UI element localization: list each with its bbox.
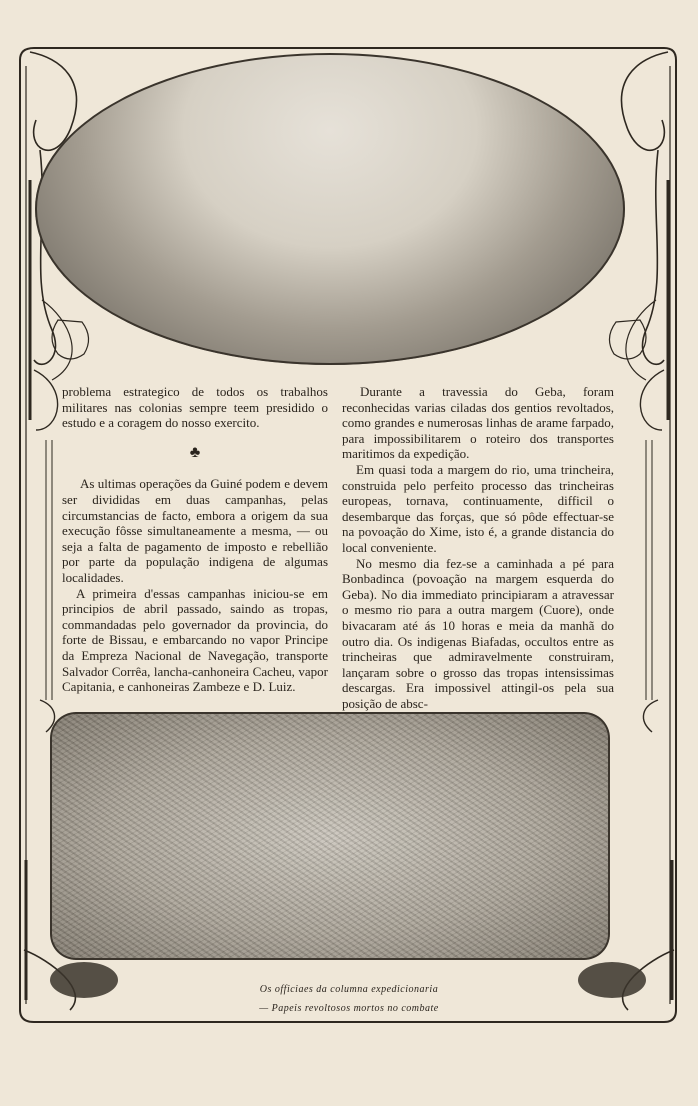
article-column-left <box>62 384 328 695</box>
caption-officers: Os officiaes da columna expedicionaria <box>259 984 439 995</box>
caption-fallen: — Papeis revoltosos mortos no combate <box>259 1003 439 1014</box>
paragraph: A primeira d'essas campanhas iniciou-se em principios de abril passado, saindo as tropas, commandadas pelo governador da provincia, do forte de Bissau, e embarcando no vapor Principe da Empreza Nacional de Navegação, transporte Salvador Corrêa, lancha-canhoneira Cacheu, vapor Capitania, e canhoneiras Zambeze e D. Luiz. <box>62 585 328 695</box>
paragraph: problema estrategico de todos os trabalhos militares nas colonias sempre teem presidido o estudo e a coragem do nosso exercito. <box>62 384 328 431</box>
paragraph: As ultimas operações da Guiné podem e devem ser divididas em duas campanhas, pelas circumstancias de facto, embora a origem da sua execução fôsse simultaneamente a mesma, — ou seja a falta de pagamento de imposto e rebellião por parte da população indigena de algumas localidades. <box>62 476 328 585</box>
paragraph: Em quasi toda a margem do rio, uma trincheira, construida pelo perfeito processo das trincheiras europeas, tornava, continuamente, difficil o desembarque das forças, que só pôde effectuar-se na povoação do Xime, isto é, a grande distancia do local conveniente. <box>342 461 614 555</box>
article-column-right <box>342 384 614 711</box>
photo-fallen-rebels <box>50 712 610 960</box>
photo-officers-group <box>35 53 625 365</box>
club-ornament: ♣ <box>189 443 201 461</box>
paragraph: No mesmo dia fez-se a caminhada a pé para Bonbadinca (povoação na margem esquerda do Geba). No dia immediato principiaram a atravessar o mesmo rio para a outra margem (Cuore), onde bivacaram até ás 10 horas e meia da manhã do outro dia. Os indigenas Biafadas, occultos entre as trincheiras que admiravelmente construiram, lançaram sobre o grosso das tropas intensissimas descargas. Era impossivel attingil-os pela sua posição de absc- <box>342 555 614 711</box>
paragraph: Durante a travessia do Geba, foram reconhecidas varias ciladas dos gentios revoltados, como grandes e numerosas linhas de arame farpado, para impossibilitarem o roteiro dos transportes maritimos da expedição. <box>342 384 614 462</box>
